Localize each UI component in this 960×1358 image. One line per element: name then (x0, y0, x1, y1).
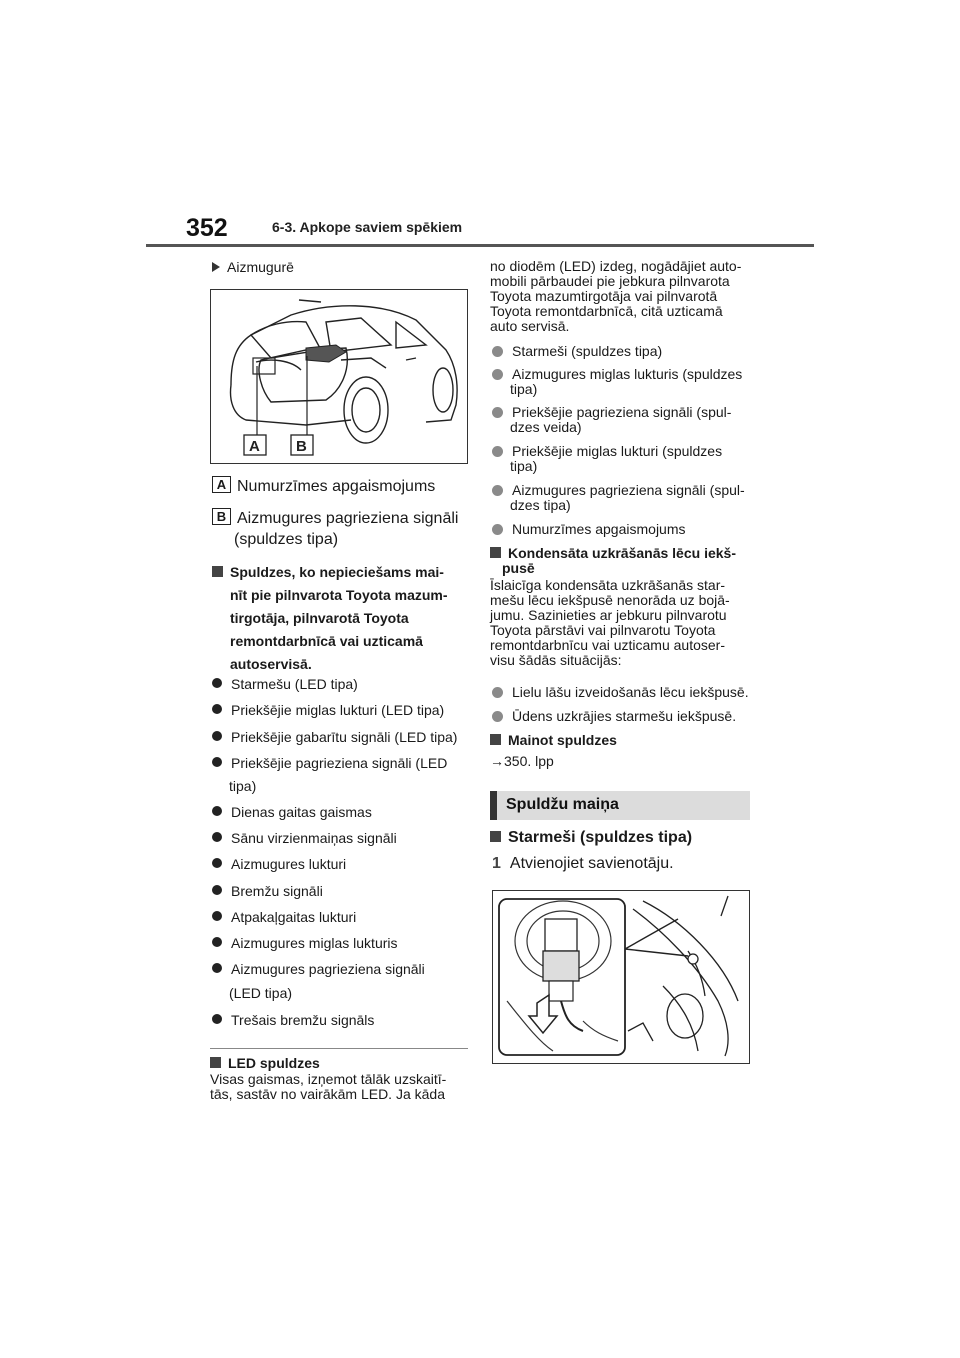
bullet-icon (212, 885, 222, 895)
bullet-item: Atpakaļgaitas lukturi (212, 909, 356, 925)
bulb-bullet: Starmeši (spuldzes tipa) (492, 343, 662, 359)
bullet-icon (212, 858, 222, 868)
bullet-item: Dienas gaitas gaismas (212, 804, 372, 820)
condensation-paragraph: Īslaicīga kondensāta uzkrāšanās star- mešu lēcu iekšpusē nenorāda uz bojā- jumu. Sazinieties ar jebkuru pilnvarotu Toyota pārstāvi vai pilnvarotu Toyota remontdarbnīcu vai uzticamu autoser- visu šādās situācijās: (490, 577, 730, 668)
bullet-icon (492, 687, 503, 698)
square-bullet-icon (212, 566, 223, 577)
bullet-item: Bremžu signāli (212, 883, 323, 899)
callout-b (212, 508, 458, 528)
square-bullet-icon (210, 1057, 221, 1068)
bullet-icon (492, 346, 503, 357)
rear-label (212, 259, 294, 275)
bullet-icon (492, 407, 503, 418)
bullet-icon (492, 446, 503, 457)
bullet-item: Aizmugures pagrieziena signāli (212, 961, 425, 977)
step-text: Atvienojiet savienotāju. (509, 855, 674, 872)
bullet-item: Starmešu (LED tipa) (212, 676, 358, 692)
svg-text:B: B (296, 438, 307, 455)
bulb-bullet: Aizmugures miglas lukturis (spuldzes (492, 366, 742, 382)
bullet-icon (212, 832, 222, 842)
condensation-heading: Kondensāta uzkrāšanās lēcu iekš- pusē (490, 546, 736, 576)
step-1 (492, 855, 674, 873)
led-heading: LED spuldzes (210, 1055, 320, 1071)
bullet-icon (212, 806, 222, 816)
bulb-bullet: Aizmugures pagrieziena signāli (spul- (492, 482, 745, 498)
rear-car-figure (210, 289, 468, 464)
replace-heading: Mainot spuldzes (490, 732, 617, 748)
condensation-bullet: Ūdens uzkrājies starmešu iekšpusē. (492, 708, 736, 724)
sub-heading: Starmeši (spuldzes tipa) (490, 829, 692, 847)
bullet-icon (212, 678, 222, 688)
heading-accent (490, 791, 497, 820)
callout-b-letter: B (212, 508, 231, 525)
bullet-icon (212, 731, 222, 741)
bulb-bullet-cont: dzes veida) (510, 419, 582, 435)
svg-text:A: A (249, 438, 260, 455)
callout-b-text: Aizmugures pagrieziena signāli (237, 510, 459, 527)
callout-a (212, 476, 435, 496)
bullet-item: Priekšējie pagrieziena signāli (LED (212, 755, 447, 771)
bullet-icon (212, 757, 222, 767)
bullet-item: Trešais bremžu signāls (212, 1012, 374, 1028)
bullet-icon (492, 369, 503, 380)
bullet-item-cont: (LED tipa) (229, 985, 293, 1001)
dealer-heading (212, 561, 448, 676)
condensation-bullet: Lielu lāšu izveidošanās lēcu iekšpusē. (492, 684, 749, 700)
rear-label-text: Aizmugurē (227, 259, 294, 275)
led-paragraph: Visas gaismas, izņemot tālāk uzskaitī- tās, sastāv no vairākām LED. Ja kāda (210, 1071, 447, 1102)
bullet-icon (212, 937, 222, 947)
square-bullet-icon (490, 547, 501, 558)
headlight-connector-illustration (493, 891, 749, 1063)
bullet-icon (212, 704, 222, 714)
section-heading: Spuldžu maiņa (506, 796, 619, 813)
dealer-heading-line: remontdarbnīcā vai uzticamā (230, 633, 423, 649)
bullet-item: Sānu virzienmaiņas signāli (212, 830, 397, 846)
page-number: 352 (186, 214, 228, 242)
square-bullet-icon (490, 831, 501, 842)
dealer-heading-line: tirgotāja, pilnvarotā Toyota (230, 610, 409, 626)
bulb-bullet-cont: tipa) (510, 458, 538, 474)
step-number: 1 (492, 855, 501, 872)
bulb-bullet: Priekšējie pagrieziena signāli (spul- (492, 404, 731, 420)
bullet-icon (492, 485, 503, 496)
bullet-icon (212, 963, 222, 973)
section-title: 6-3. Apkope saviem spēkiem (272, 219, 463, 235)
bulb-bullet: Numurzīmes apgaismojums (492, 521, 686, 537)
bullet-icon (492, 711, 503, 722)
bullet-icon (492, 524, 503, 535)
callout-a-letter: A (212, 476, 231, 493)
bullet-item: Priekšējie gabarītu signāli (LED tipa) (212, 729, 457, 745)
bulb-bullet-cont: dzes tipa) (510, 497, 571, 513)
bullet-item: Aizmugures miglas lukturis (212, 935, 398, 951)
section-heading-bar (490, 791, 750, 820)
bullet-item: Aizmugures lukturi (212, 856, 346, 872)
section-divider (210, 1048, 468, 1049)
led-paragraph-cont: no diodēm (LED) izdeg, nogādājiet auto- mobili pārbaudei pie jebkura pilnvarota Toyota mazumtirgotāja vai pilnvarotā Toyota remontdarbnīcā, citā uzticamā auto servisā. (490, 258, 742, 334)
bullet-icon (212, 1014, 222, 1024)
triangle-bullet-icon (212, 262, 220, 272)
page-reference-link[interactable]: →350. lpp (490, 753, 554, 769)
callout-a-text: Numurzīmes apgaismojums (237, 478, 436, 495)
bullet-item-cont: tipa) (229, 778, 257, 794)
rear-car-illustration (211, 290, 467, 463)
bulb-bullet: Priekšējie miglas lukturi (spuldzes (492, 443, 722, 459)
bulb-bullet-cont: tipa) (510, 381, 538, 397)
square-bullet-icon (490, 734, 501, 745)
headlight-figure (492, 890, 750, 1064)
dealer-heading-line: nīt pie pilnvarota Toyota mazum- (230, 587, 448, 603)
header-rule (146, 244, 814, 247)
bullet-item: Priekšējie miglas lukturi (LED tipa) (212, 702, 444, 718)
callout-b-text-2: (spuldzes tipa) (234, 531, 339, 548)
dealer-heading-line: autoservisā. (230, 656, 312, 672)
dealer-heading-line: Spuldzes, ko nepieciešams mai- (230, 564, 444, 580)
bullet-icon (212, 911, 222, 921)
